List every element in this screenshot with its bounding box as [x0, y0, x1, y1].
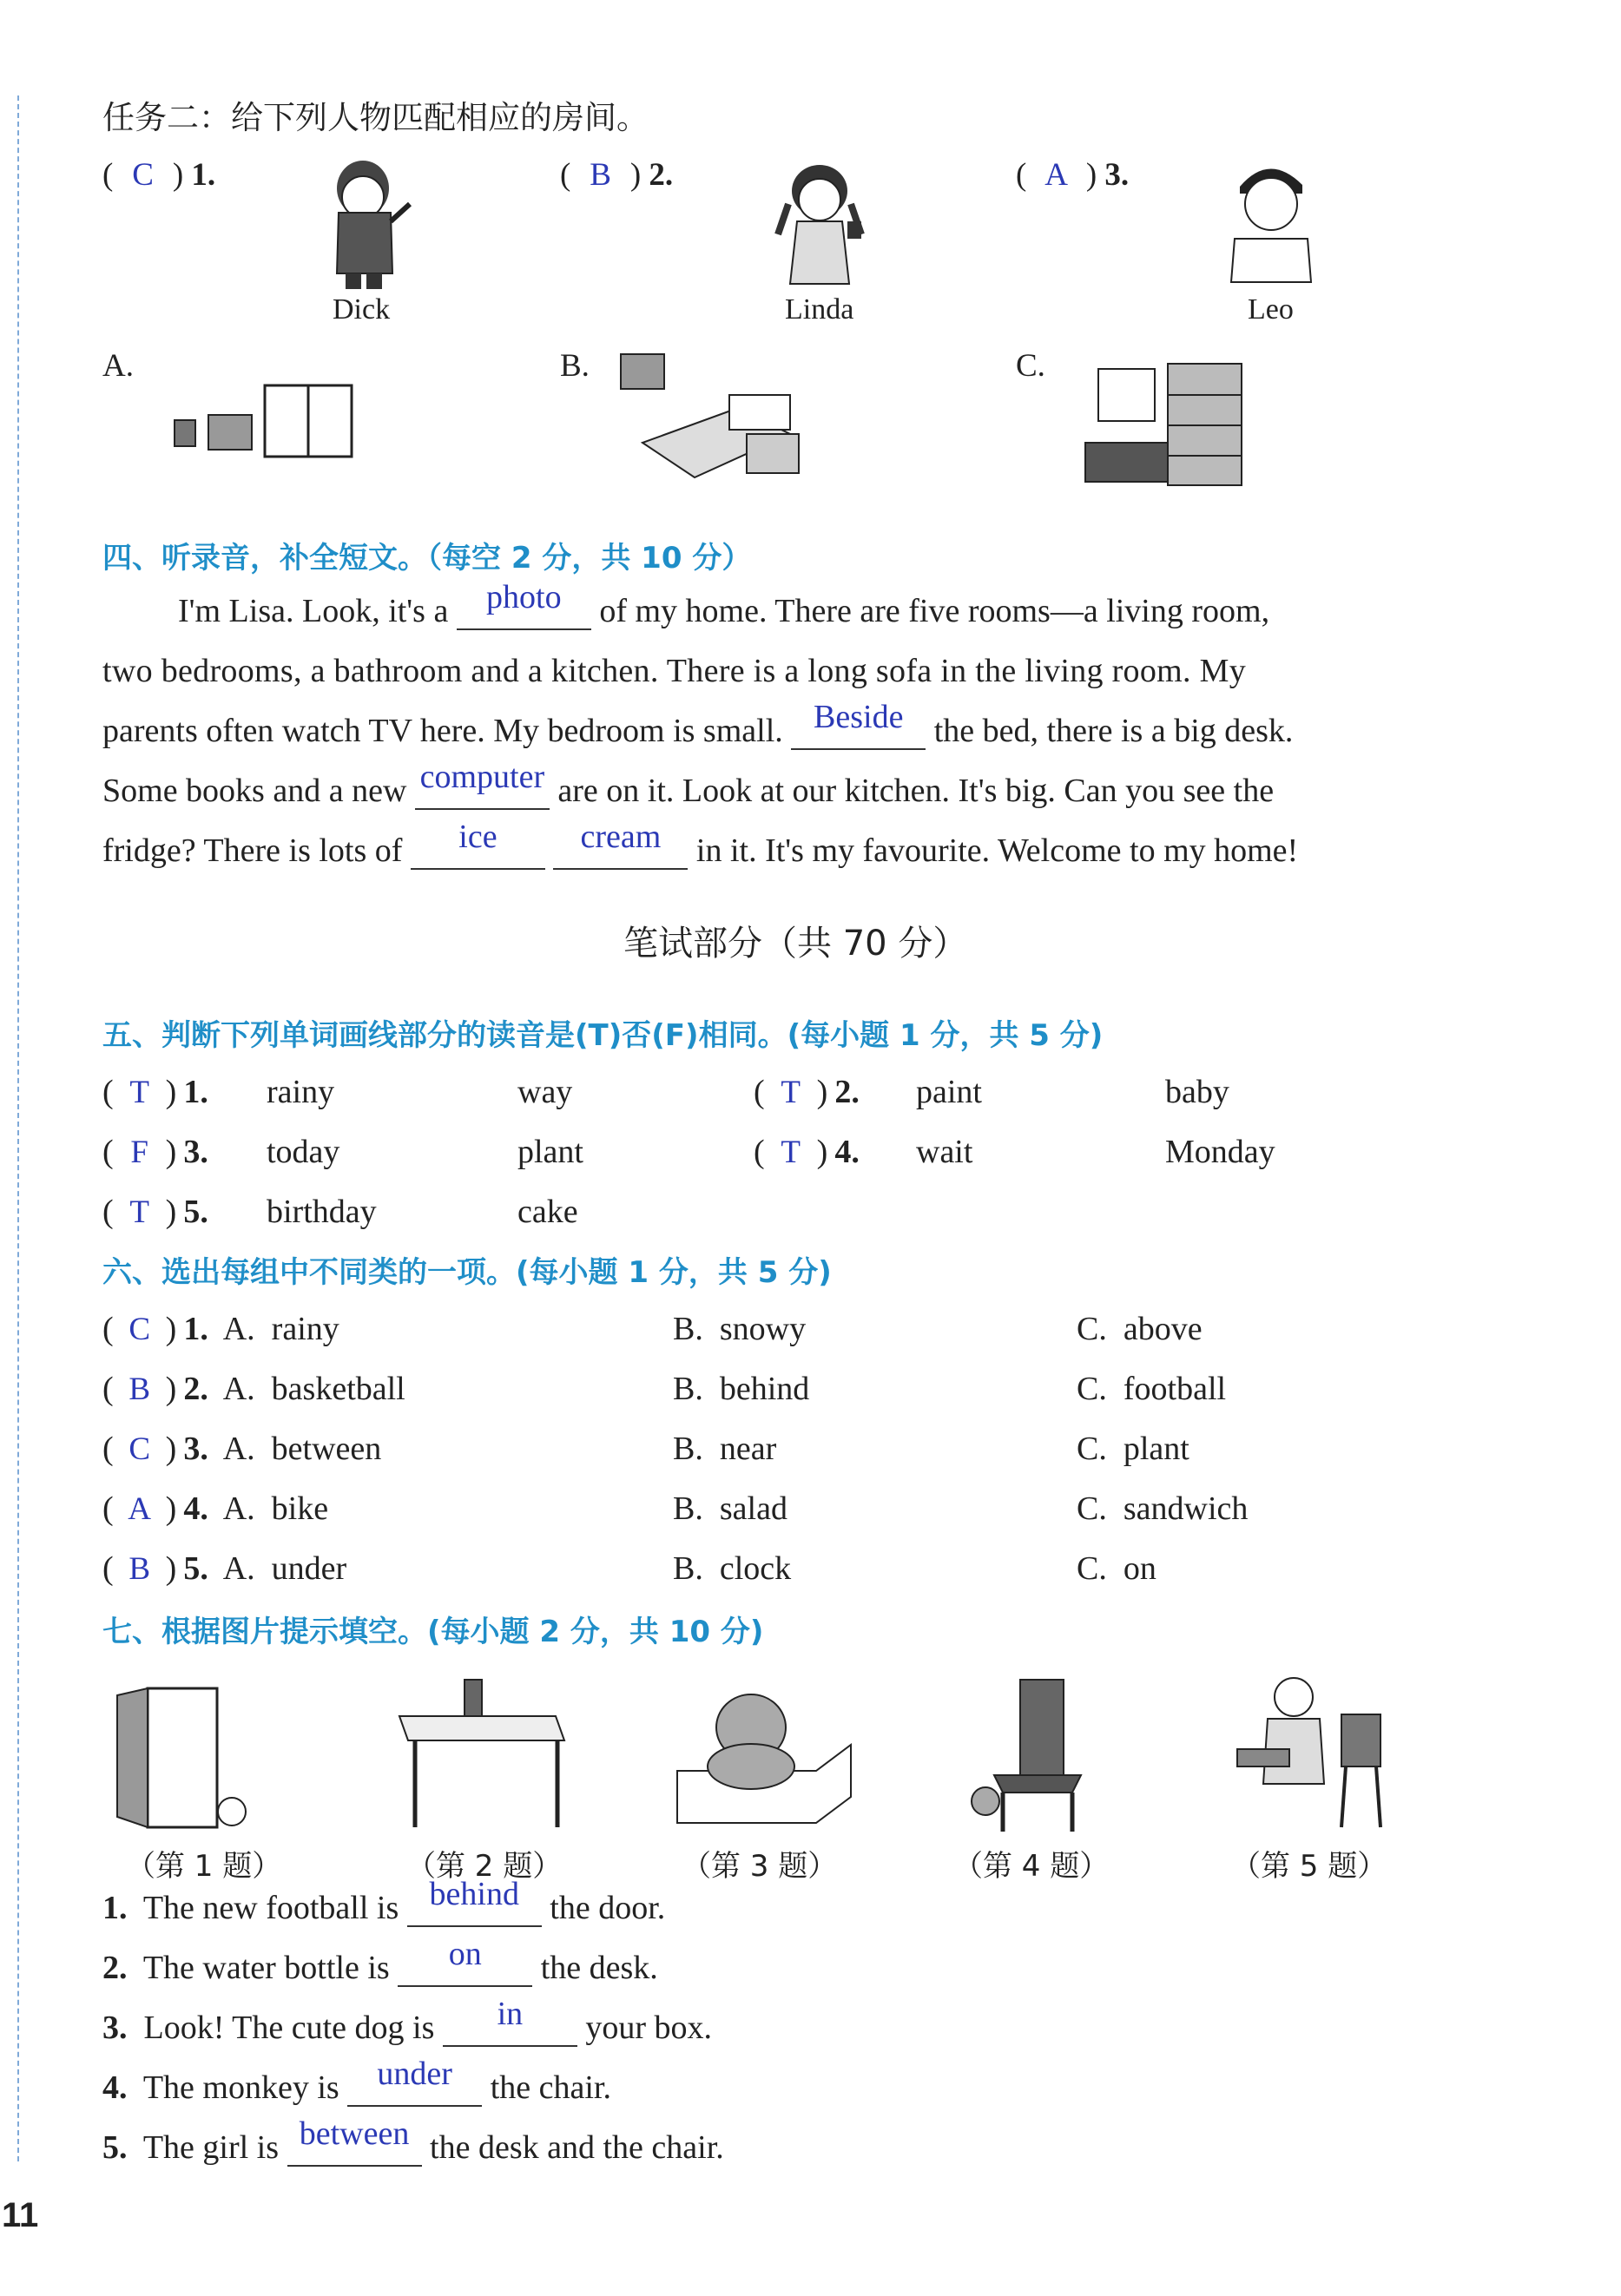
- s6-option-b: [673, 1490, 787, 1528]
- item-number: 5.: [102, 2129, 128, 2166]
- s7-item-4: [102, 2056, 611, 2107]
- answer: A: [1044, 157, 1068, 193]
- answer: T: [129, 1194, 149, 1230]
- s6-item-5: ( B ) 5. A. under: [102, 1550, 347, 1587]
- s5-word: Monday: [1165, 1134, 1275, 1170]
- option-letter: A.: [222, 1550, 255, 1587]
- page-number: 11: [2, 2196, 39, 2234]
- answer: B: [128, 1372, 150, 1407]
- option-letter: B.: [673, 1431, 703, 1467]
- option-letter: A.: [222, 1311, 255, 1347]
- answer: C: [128, 1431, 150, 1467]
- boy-dick-illustration: [313, 152, 417, 291]
- option-text: clock: [719, 1550, 792, 1587]
- blank: [287, 2115, 422, 2167]
- blank: [407, 1876, 542, 1927]
- answer: computer: [419, 759, 545, 795]
- s6-option-c: [1077, 1430, 1189, 1468]
- name-leo: Leo: [1248, 293, 1294, 326]
- name-linda: Linda: [785, 293, 854, 326]
- option-letter: B.: [673, 1490, 703, 1527]
- text: parents often watch TV here. My bedroom is small.: [102, 713, 783, 749]
- blank-3: [415, 759, 550, 810]
- s6-option-c: [1077, 1549, 1156, 1588]
- blank-4: [411, 819, 545, 870]
- blank-5: [553, 819, 688, 870]
- text: the desk and the chair.: [430, 2129, 724, 2166]
- s5-word: birthday: [267, 1194, 377, 1230]
- text: Look! The cute dog is: [143, 2010, 435, 2046]
- item-number: 1.: [183, 1311, 208, 1347]
- answer: T: [781, 1135, 801, 1170]
- text: The water bottle is: [142, 1950, 390, 1986]
- task2-item-3: ( A ) 3.: [1016, 157, 1130, 193]
- section5-heading: 五、判断下列单词画线部分的读音是(T)否(F)相同。(每小题 1 分，共 5 分): [102, 1018, 1104, 1053]
- section6-heading: 六、选出每组中不同类的一项。(每小题 1 分，共 5 分): [102, 1255, 832, 1290]
- room-a-label: A.: [102, 348, 134, 384]
- answer: behind: [429, 1876, 519, 1912]
- passage-line-5: [102, 819, 1299, 870]
- option-a: rainy: [271, 1311, 339, 1347]
- task2-item-1: ( C ) 1.: [102, 157, 216, 193]
- s7-item-2: [102, 1936, 658, 1987]
- option-letter: A.: [222, 1431, 255, 1467]
- answer: photo: [486, 579, 562, 615]
- text: The monkey is: [142, 2069, 339, 2106]
- text: I'm Lisa. Look, it's a: [178, 593, 449, 629]
- item-number: 2.: [834, 1074, 860, 1110]
- option-a: under: [271, 1550, 347, 1587]
- s7-item-1: [102, 1876, 666, 1927]
- room-b-illustration: [616, 347, 807, 495]
- s5-item-4: ( T ) 4.: [754, 1134, 860, 1170]
- s6-item-1: ( C ) 1. A. rainy: [102, 1311, 339, 1347]
- text: the bed, there is a big desk.: [933, 713, 1294, 749]
- blank-1: [457, 579, 591, 630]
- task2-item-2: ( B ) 2.: [560, 157, 674, 193]
- s6-item-4: ( A ) 4. A. bike: [102, 1490, 329, 1527]
- text: your box.: [585, 2010, 713, 2046]
- item-number: 5.: [183, 1194, 208, 1230]
- answer: C: [128, 1312, 150, 1347]
- picture-2-bottle-desk: [391, 1671, 573, 1836]
- room-c-illustration: [1081, 360, 1246, 490]
- s5-item-2: ( T ) 2.: [754, 1074, 860, 1110]
- text: of my home. There are five rooms—a living room,: [599, 593, 1270, 629]
- item-number: 3.: [102, 2010, 128, 2046]
- text: in it. It's my favourite. Welcome to my home!: [695, 832, 1299, 869]
- s5-word: way: [517, 1074, 573, 1110]
- answer: T: [129, 1075, 149, 1110]
- blank: [398, 1936, 532, 1987]
- name-dick: Dick: [333, 293, 391, 326]
- item-number: 5.: [183, 1550, 208, 1587]
- answer: ice: [458, 819, 498, 855]
- answer: cream: [580, 819, 662, 855]
- option-text: snowy: [719, 1311, 807, 1347]
- s6-option-b: [673, 1430, 776, 1468]
- answer: B: [590, 157, 611, 193]
- option-a: between: [271, 1431, 382, 1467]
- s5-item-3: ( F ) 3.: [102, 1134, 208, 1170]
- s6-option-b: [673, 1549, 791, 1588]
- option-a: basketball: [271, 1371, 405, 1407]
- s6-option-c: [1077, 1490, 1248, 1528]
- room-a-illustration: [169, 382, 360, 469]
- s6-option-c: [1077, 1310, 1203, 1348]
- option-text: sandwich: [1123, 1490, 1249, 1527]
- s6-option-b: [673, 1310, 806, 1348]
- answer: Beside: [814, 699, 904, 735]
- section7-heading: 七、根据图片提示填空。(每小题 2 分，共 10 分): [102, 1615, 764, 1649]
- option-text: on: [1123, 1550, 1156, 1587]
- answer: F: [130, 1135, 148, 1170]
- caption-2: （第 2 题）: [406, 1849, 563, 1884]
- girl-linda-illustration: [764, 152, 877, 291]
- s5-word: today: [267, 1134, 340, 1170]
- answer: B: [128, 1551, 150, 1587]
- answer: A: [128, 1491, 152, 1527]
- text: are on it. Look at our kitchen. It's big. Can you see the: [557, 773, 1275, 809]
- option-letter: B.: [673, 1371, 703, 1407]
- s6-item-2: ( B ) 2. A. basketball: [102, 1371, 405, 1407]
- item-number: 4.: [834, 1134, 860, 1170]
- item-number: 2.: [102, 1950, 128, 1986]
- passage-line-3: [102, 699, 1294, 750]
- option-text: football: [1123, 1371, 1227, 1407]
- option-letter: C.: [1077, 1371, 1107, 1407]
- s5-word: plant: [517, 1134, 583, 1170]
- s5-word: rainy: [267, 1074, 335, 1110]
- text: The girl is: [142, 2129, 280, 2166]
- s5-word: baby: [1165, 1074, 1229, 1110]
- picture-1-door-football: [109, 1671, 256, 1836]
- option-text: plant: [1123, 1431, 1189, 1467]
- caption-3: （第 3 题）: [682, 1849, 838, 1884]
- option-text: above: [1123, 1311, 1203, 1347]
- blank-2: [791, 699, 926, 750]
- written-part-title: 笔试部分（共 70 分）: [623, 924, 968, 964]
- option-text: salad: [719, 1490, 787, 1527]
- passage-line-1: [178, 579, 1270, 630]
- answer: under: [377, 2056, 452, 2092]
- item-number: 2.: [183, 1371, 208, 1407]
- option-letter: B.: [673, 1550, 703, 1587]
- room-b-label: B.: [560, 348, 590, 384]
- text: the desk.: [540, 1950, 658, 1986]
- item-number: 1.: [102, 1890, 128, 1926]
- option-text: near: [719, 1431, 777, 1467]
- s6-option-b: [673, 1370, 809, 1408]
- text: Some books and a new: [102, 773, 407, 809]
- caption-4: （第 4 题）: [953, 1849, 1110, 1884]
- room-c-label: C.: [1016, 348, 1045, 384]
- option-text: behind: [719, 1371, 810, 1407]
- s6-item-3: ( C ) 3. A. between: [102, 1431, 382, 1467]
- text: the door.: [550, 1890, 666, 1926]
- s7-item-5: [102, 2115, 724, 2167]
- picture-5-girl-desk-chair: [1233, 1671, 1389, 1836]
- item-number: 4.: [183, 1490, 208, 1527]
- s7-item-3: [102, 1996, 713, 2047]
- s5-word: wait: [916, 1134, 973, 1170]
- item-number: 4.: [102, 2069, 128, 2106]
- passage-line-2: two bedrooms, a bathroom and a kitchen. There is a long sofa in the living room. My: [102, 653, 1246, 689]
- item-number: 1.: [191, 157, 216, 193]
- text: The new football is: [142, 1890, 399, 1926]
- caption-1: （第 1 题）: [126, 1849, 282, 1884]
- s5-word: cake: [517, 1194, 578, 1230]
- answer: between: [299, 2115, 410, 2152]
- picture-4-monkey-chair: [951, 1671, 1090, 1836]
- answer: on: [448, 1936, 482, 1972]
- s5-item-5: ( T ) 5.: [102, 1194, 208, 1230]
- blank: [347, 2056, 482, 2107]
- margin-dashed-line: [17, 95, 19, 2161]
- option-letter: C.: [1077, 1431, 1107, 1467]
- passage-line-4: [102, 759, 1275, 810]
- item-number: 3.: [183, 1134, 208, 1170]
- option-letter: A.: [222, 1490, 255, 1527]
- item-number: 3.: [1104, 157, 1130, 193]
- caption-5: （第 5 题）: [1231, 1849, 1387, 1884]
- s5-item-1: ( T ) 1.: [102, 1074, 208, 1110]
- option-letter: A.: [222, 1371, 255, 1407]
- answer: C: [132, 157, 154, 193]
- boy-leo-illustration: [1216, 152, 1328, 291]
- item-number: 3.: [183, 1431, 208, 1467]
- option-letter: C.: [1077, 1550, 1107, 1587]
- task2-title: 任务二：给下列人物匹配相应的房间。: [102, 99, 649, 136]
- option-a: bike: [271, 1490, 329, 1527]
- option-letter: C.: [1077, 1311, 1107, 1347]
- picture-3-dog-box: [669, 1675, 860, 1832]
- option-letter: B.: [673, 1311, 703, 1347]
- item-number: 2.: [649, 157, 674, 193]
- answer: T: [781, 1075, 801, 1110]
- s5-word: paint: [916, 1074, 982, 1110]
- section4-heading: 四、听录音，补全短文。（每空 2 分，共 10 分）: [102, 541, 752, 576]
- answer: in: [497, 1996, 524, 2032]
- s6-option-c: [1077, 1370, 1226, 1408]
- text: the chair.: [490, 2069, 611, 2106]
- item-number: 1.: [183, 1074, 208, 1110]
- text: fridge? There is lots of: [102, 832, 403, 869]
- option-letter: C.: [1077, 1490, 1107, 1527]
- blank: [443, 1996, 577, 2047]
